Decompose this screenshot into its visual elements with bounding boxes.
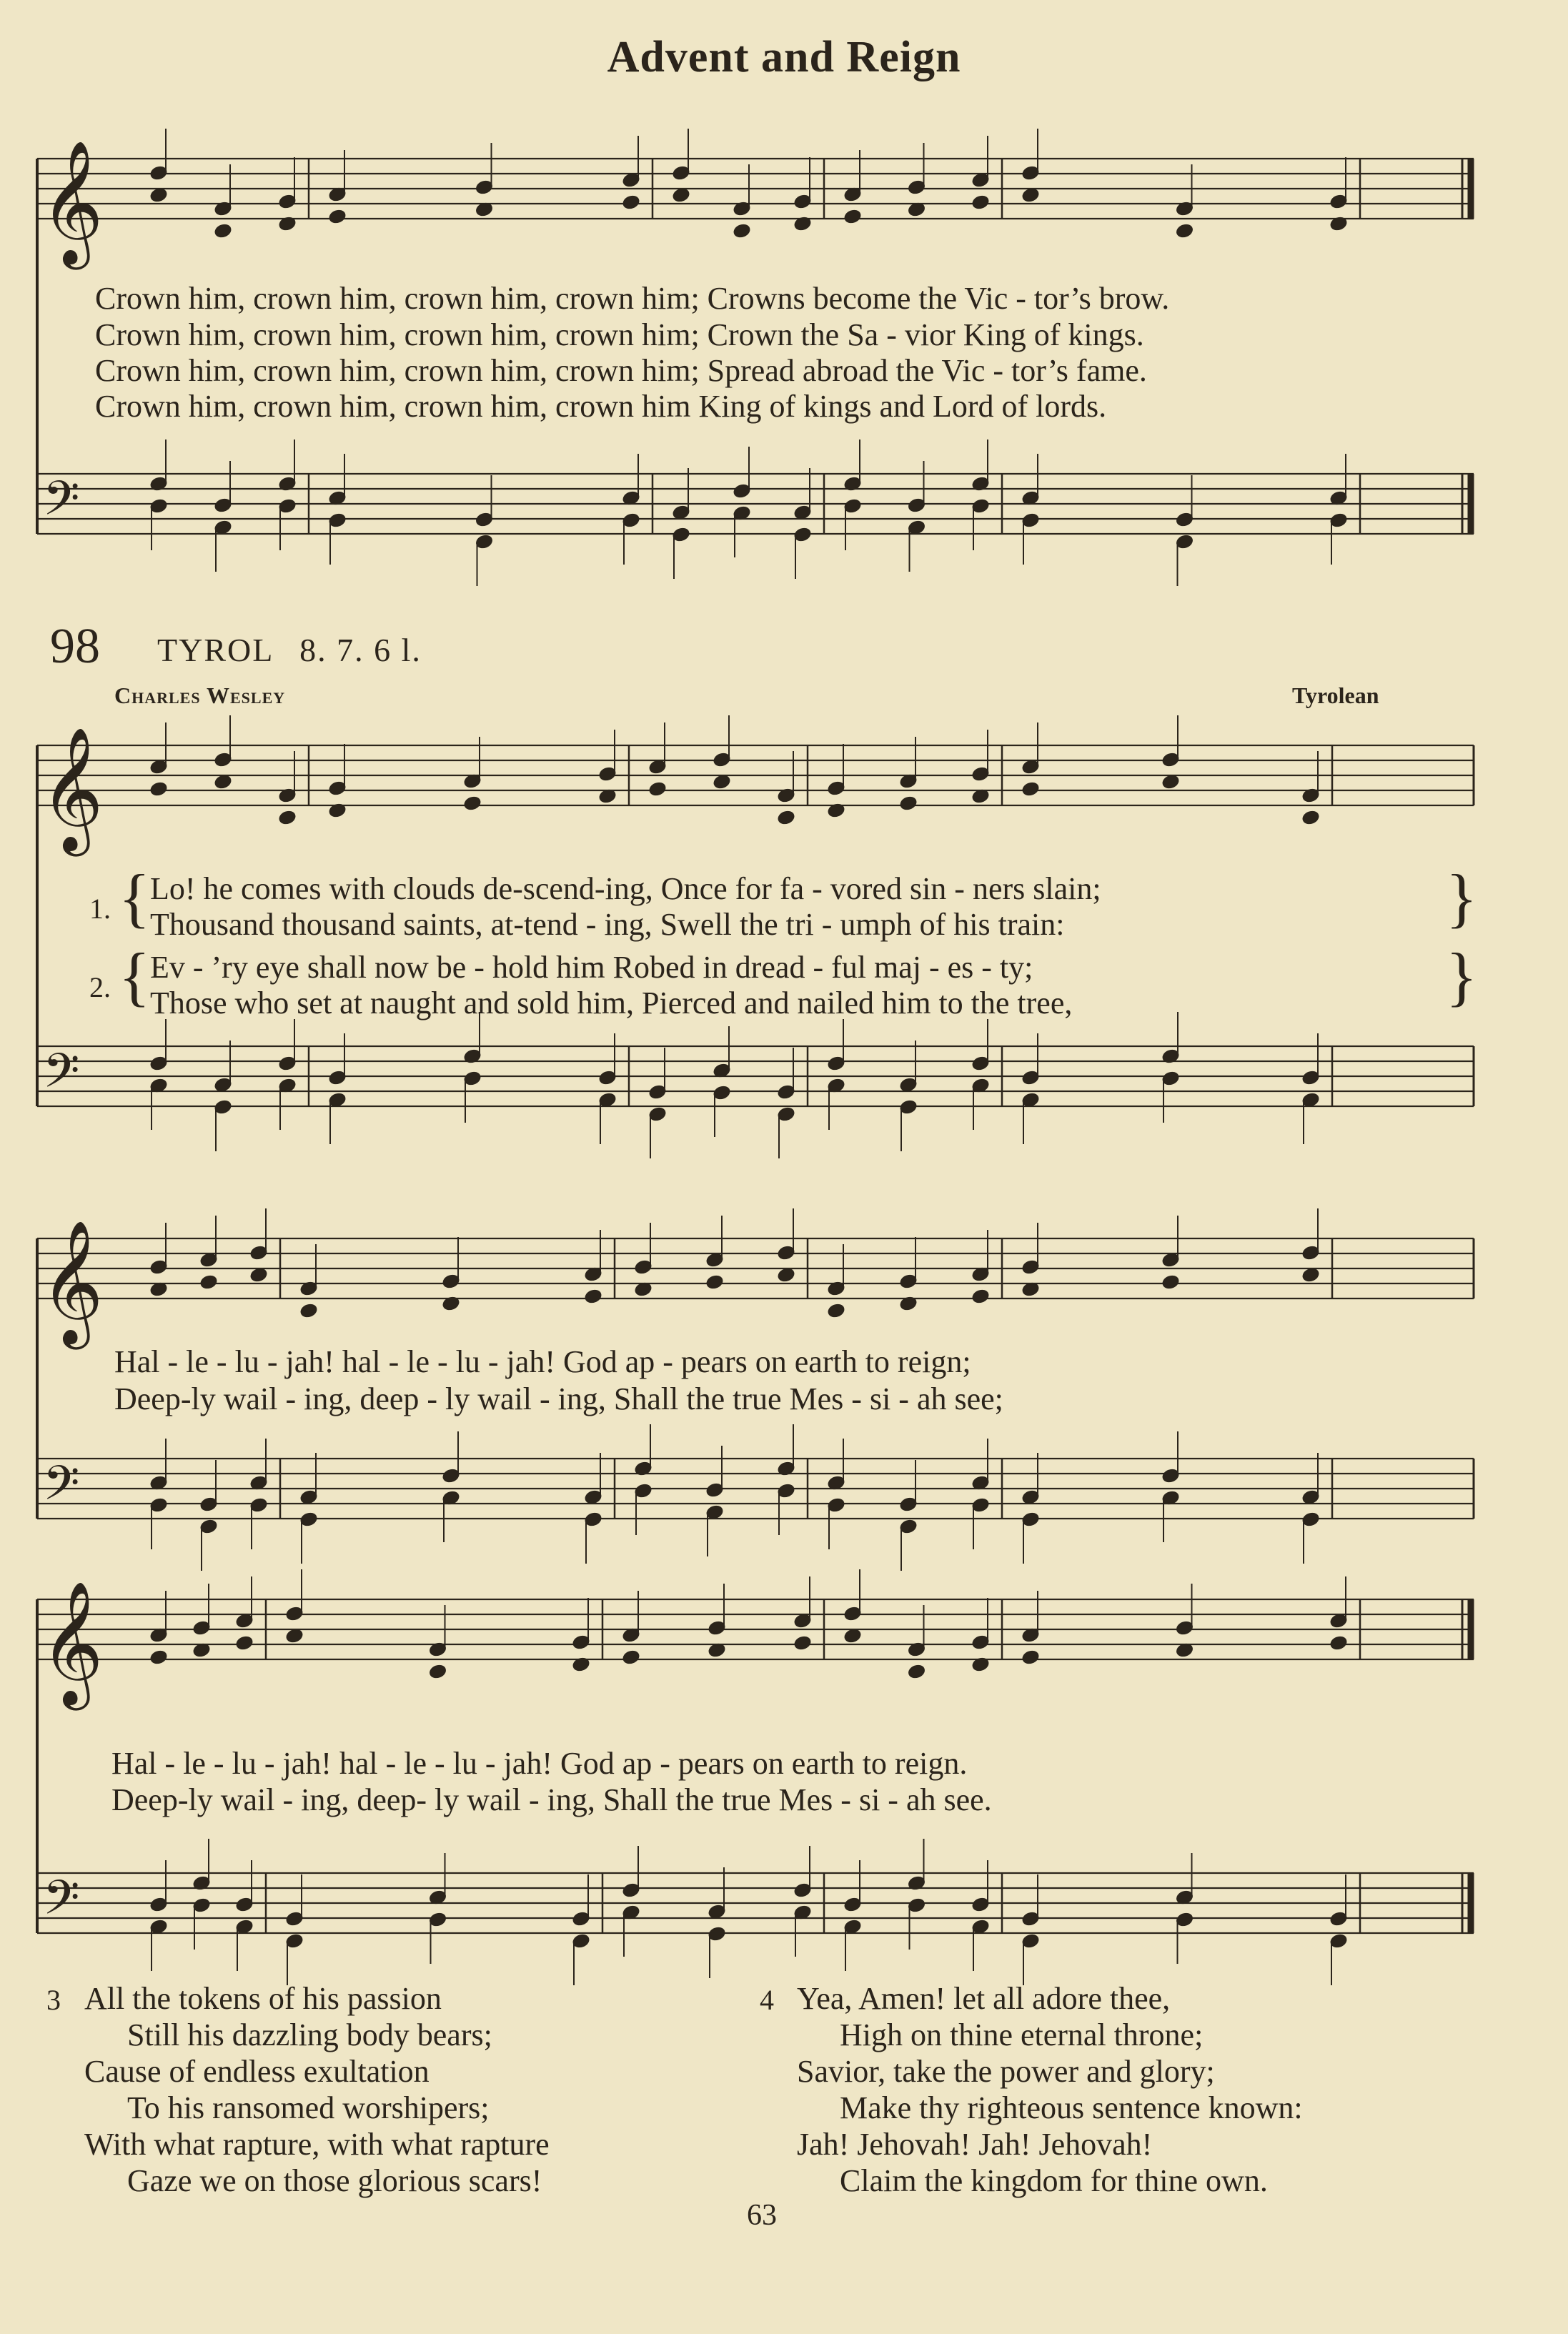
verse-3-line-2: Still his dazzling body bears; — [127, 2017, 492, 2052]
stanza-2-brace-right: } — [1446, 940, 1478, 1013]
note-head — [149, 187, 168, 204]
note-head — [705, 1274, 724, 1291]
stanza-2-label: 2. — [89, 971, 111, 1003]
note-head — [1021, 1649, 1040, 1666]
note-head — [463, 795, 482, 812]
verse-3 — [84, 1980, 550, 2199]
tune-source: Tyrolean — [1292, 682, 1379, 708]
note-head — [149, 781, 168, 798]
bass-clef-icon: 𝄢 — [43, 1870, 80, 1937]
stanza-2-line-1: Ev - ’ry eye shall now be - hold him Robed in dread - ful maj - es - ty; — [150, 950, 1033, 985]
note-head — [1021, 781, 1040, 798]
verse-4-number: 4 — [760, 1984, 774, 2016]
page-header-title: Advent and Reign — [607, 33, 961, 81]
note-head — [214, 774, 232, 790]
note-head — [249, 1267, 268, 1283]
verse-4-line-1: Yea, Amen! let all adore thee, — [797, 1981, 1171, 2016]
note-head — [907, 1664, 926, 1680]
note-head — [899, 795, 918, 812]
note-head — [299, 1303, 318, 1319]
note-head — [1175, 223, 1194, 239]
note-head — [971, 194, 990, 211]
note-head — [214, 223, 232, 239]
note-head — [793, 1635, 812, 1652]
stanza-2-line-2: Those who set at naught and sold him, Pierced and nailed him to the tree, — [150, 985, 1073, 1020]
verse-4 — [797, 1980, 1303, 2199]
verse-3-line-4: To his ransomed worshipers; — [127, 2090, 490, 2125]
note-head — [1021, 187, 1040, 204]
note-head — [648, 781, 667, 798]
treble-clef-icon: 𝄞 — [40, 1581, 104, 1705]
note-head — [584, 1288, 602, 1305]
note-head — [1161, 774, 1180, 790]
verse-4-line-2: High on thine eternal throne; — [840, 2017, 1204, 2052]
note-head — [777, 810, 795, 826]
verse-4-line-5: Jah! Jehovah! Jah! Jehovah! — [797, 2127, 1153, 2162]
stanza-2-brace: { — [119, 940, 151, 1013]
stanza-1-brace-right: } — [1446, 861, 1478, 934]
treble-clef-icon: 𝄞 — [40, 727, 104, 851]
note-head — [622, 1649, 640, 1666]
page-number: 63 — [747, 2199, 777, 2232]
top-lyric-line-3: Crown him, crown him, crown him, crown him; Spread abroad the Vic - tor’s fame. — [95, 353, 1147, 388]
tune-heading — [157, 631, 422, 669]
note-head — [199, 1274, 218, 1291]
note-head — [672, 187, 690, 204]
system-3-line-2: Deep-ly wail - ing, deep- ly wail - ing, Shall the true Mes - si - ah see. — [111, 1782, 992, 1817]
system-2-line-1: Hal - le - lu - jah! hal - le - lu - jah! God ap - pears on earth to reign; — [114, 1344, 971, 1379]
treble-clef-icon: 𝄞 — [40, 1220, 104, 1344]
verse-4-line-4: Make thy righteous sentence known: — [840, 2090, 1303, 2125]
verse-4-line-6: Claim the kingdom for thine own. — [840, 2163, 1268, 2198]
verse-3-line-1: All the tokens of his passion — [84, 1981, 442, 2016]
note-head — [843, 209, 862, 225]
stanza-1-line-1: Lo! he comes with clouds de-scend-ing, Once for fa - vored sin - ners slain; — [150, 871, 1101, 906]
note-head — [328, 209, 347, 225]
verse-3-number: 3 — [46, 1984, 61, 2016]
note-head — [1329, 1635, 1348, 1652]
note-head — [827, 1303, 845, 1319]
note-head — [1301, 810, 1320, 826]
note-head — [278, 810, 297, 826]
bass-clef-icon: 𝄢 — [43, 471, 80, 537]
top-lyric-line-1: Crown him, crown him, crown him, crown him; Crowns become the Vic - tor’s brow. — [95, 281, 1170, 316]
stanza-1-brace: { — [119, 861, 151, 934]
note-head — [971, 1288, 990, 1305]
system-2-line-2: Deep-ly wail - ing, deep - ly wail - ing, Shall the true Mes - si - ah see; — [114, 1381, 1003, 1416]
hymn-number: 98 — [50, 619, 100, 674]
verse-3-line-6: Gaze we on those glorious scars! — [127, 2163, 542, 2198]
hymn-author: Charles Wesley — [114, 682, 286, 708]
verse-3-line-5: With what rapture, with what rapture — [84, 2127, 550, 2162]
verse-4-line-3: Savior, take the power and glory; — [797, 2054, 1215, 2089]
treble-clef-icon: 𝄞 — [40, 140, 104, 264]
note-head — [622, 194, 640, 211]
note-head — [149, 1649, 168, 1666]
note-head — [235, 1635, 254, 1652]
note-head — [713, 774, 731, 790]
stanza-1-label: 1. — [89, 893, 111, 925]
note-head — [843, 1628, 862, 1644]
tune-meter: 8. 7. 6 l. — [299, 632, 422, 668]
stanza-1-line-2: Thousand thousand saints, at-tend - ing, Swell the tri - umph of his train: — [150, 907, 1065, 942]
note-head — [428, 1664, 447, 1680]
note-head — [777, 1267, 795, 1283]
note-head — [1301, 1267, 1320, 1283]
top-lyric-line-2: Crown him, crown him, crown him, crown him; Crown the Sa - vior King of kings. — [95, 317, 1144, 352]
bass-clef-icon: 𝄢 — [43, 1456, 80, 1522]
bass-clef-icon: 𝄢 — [43, 1043, 80, 1110]
verse-3-line-3: Cause of endless exultation — [84, 2054, 430, 2089]
tune-name: TYROL — [157, 632, 273, 668]
note-head — [733, 223, 751, 239]
top-lyric-line-4: Crown him, crown him, crown him, crown him King of kings and Lord of lords. — [95, 389, 1107, 424]
note-head — [285, 1628, 304, 1644]
note-head — [1161, 1274, 1180, 1291]
system-3-line-1: Hal - le - lu - jah! hal - le - lu - jah! God ap - pears on earth to reign. — [111, 1746, 968, 1781]
